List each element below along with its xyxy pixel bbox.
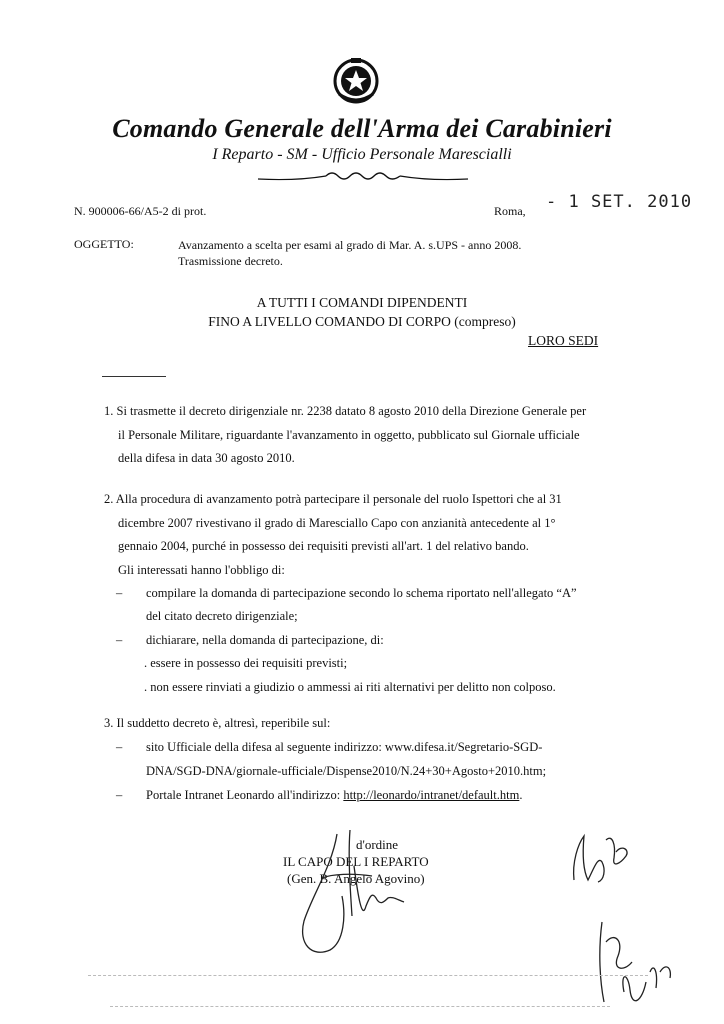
list-item-bullet: – bbox=[116, 586, 123, 600]
list-item: dichiarare, nella domanda di partecipazione, di: bbox=[146, 633, 384, 647]
recipients-line-2: FINO A LIVELLO COMANDO DI CORPO (compreso) bbox=[208, 314, 516, 329]
paragraph-line: 1. Si trasmette il decreto dirigenziale nr. 2238 datato 8 agosto 2010 della Direzione Generale per bbox=[104, 404, 587, 418]
paragraph-line: il Personale Militare, riguardante l'avanzamento in oggetto, pubblicato sul Giornale ufficiale bbox=[118, 427, 580, 442]
paragraph-line: dicembre 2007 rivestivano il grado di Maresciallo Capo con anzianità antecedente al 1° bbox=[118, 515, 556, 530]
signature-title: IL CAPO DEL I REPARTO bbox=[283, 854, 429, 869]
paragraph-3: 3. Il suddetto decreto è, altresì, reperibile sul: bbox=[104, 716, 331, 730]
place-label: Roma, bbox=[494, 204, 526, 218]
list-item-bullet: – bbox=[116, 788, 123, 802]
list-item: DNA/SGD-DNA/giornale-ufficiale/Dispense2010/N.24+30+Agosto+2010.htm; bbox=[146, 764, 547, 778]
date-stamp: - 1 SET. 2010 bbox=[546, 192, 693, 212]
sub-list-item: . essere in possesso dei requisiti previsti; bbox=[144, 656, 348, 670]
recipients-line-1: A TUTTI I COMANDI DIPENDENTI bbox=[256, 295, 468, 310]
footer-rule bbox=[88, 975, 648, 976]
subject-text bbox=[178, 237, 521, 269]
signature-name: (Gen. B. Angelo Agovino) bbox=[287, 871, 425, 886]
list-item-bullet: – bbox=[116, 740, 123, 754]
sub-list-item: . non essere rinviati a giudizio o ammessi ai riti alternativi per delitto non colposo. bbox=[144, 680, 556, 694]
list-item: sito Ufficiale della difesa al seguente indirizzo: www.difesa.it/Segretario-SGD- bbox=[146, 740, 543, 754]
handwritten-annotation bbox=[554, 822, 694, 1022]
paragraph-line: della difesa in data 30 agosto 2010. bbox=[118, 451, 295, 465]
list-item: del citato decreto dirigenziale; bbox=[146, 609, 298, 623]
ornament-divider bbox=[256, 167, 470, 185]
list-item-end: . bbox=[519, 788, 523, 802]
subject-line-1: Avanzamento a scelta per esami al grado di Mar. A. s.UPS - anno 2008. bbox=[178, 238, 522, 252]
paragraph-line: Gli interessati hanno l'obbligo di: bbox=[118, 562, 285, 577]
paragraph-1 bbox=[104, 400, 586, 471]
republic-emblem-icon bbox=[331, 56, 381, 106]
list-item bbox=[146, 784, 522, 808]
recipients-line-3: LORO SEDI bbox=[528, 333, 599, 348]
paragraph-line: 2. Alla procedura di avanzamento potrà partecipare il personale del ruolo Ispettori che al 31 bbox=[104, 492, 562, 506]
document-title: Comando Generale dell'Arma dei Carabinieri bbox=[112, 114, 612, 143]
list-item-bullet: – bbox=[116, 633, 123, 647]
signature-order: d'ordine bbox=[356, 837, 399, 852]
protocol-number: N. 900006-66/A5-2 di prot. bbox=[74, 204, 207, 218]
footer-rule-lower bbox=[110, 1006, 610, 1007]
paragraph-2 bbox=[104, 488, 562, 582]
list-item-text: Portale Intranet Leonardo all'indirizzo: bbox=[146, 788, 341, 802]
list-item: compilare la domanda di partecipazione secondo lo schema riportato nell'allegato “A” bbox=[146, 586, 577, 600]
document-subtitle: I Reparto - SM - Ufficio Personale Marescialli bbox=[212, 146, 512, 163]
subject-label: OGGETTO: bbox=[74, 237, 134, 251]
subject-line-2: Trasmissione decreto. bbox=[178, 254, 283, 268]
handwritten-signature bbox=[292, 826, 422, 960]
intranet-link[interactable]: http://leonardo/intranet/default.htm bbox=[343, 788, 520, 802]
paragraph-line: gennaio 2004, purché in possesso dei requisiti previsti all'art. 1 del relativo bando. bbox=[118, 539, 529, 553]
separator-rule bbox=[102, 376, 166, 377]
